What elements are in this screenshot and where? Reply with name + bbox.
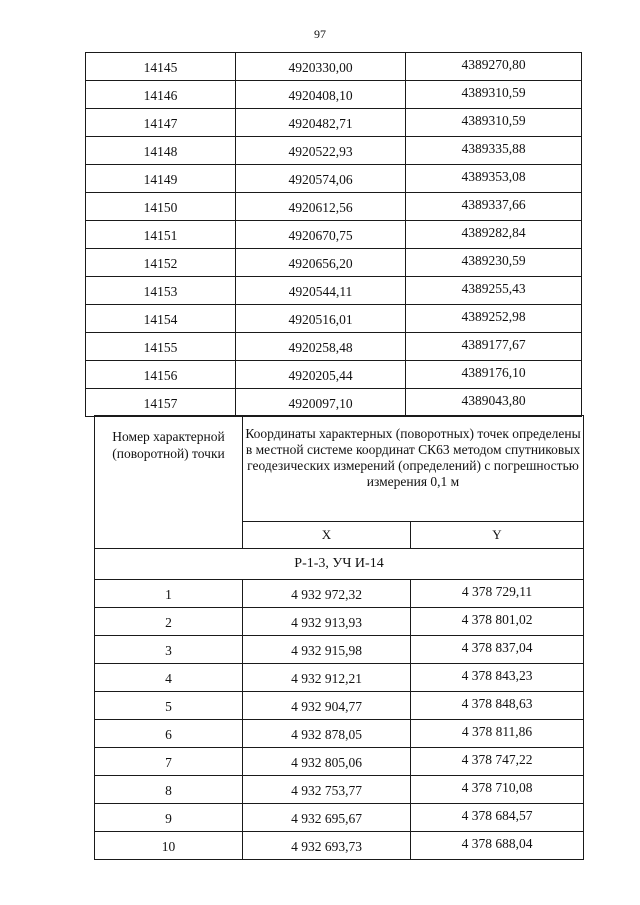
y-coordinate-cell: 4 378 843,23 (411, 664, 584, 692)
section-row (95, 549, 584, 580)
table-row (86, 81, 582, 109)
y-coordinate-cell: 4389270,80 (406, 53, 582, 81)
table-row (86, 109, 582, 137)
x-coordinate-cell: 4920670,75 (236, 221, 406, 249)
x-column-header: X (243, 522, 411, 549)
y-coordinate-cell: 4389043,80 (406, 389, 582, 417)
point-number-cell: 14149 (86, 165, 236, 193)
x-coordinate-cell: 4920408,10 (236, 81, 406, 109)
y-coordinate-cell: 4389252,98 (406, 305, 582, 333)
point-number-cell: 14154 (86, 305, 236, 333)
point-number-cell: 14153 (86, 277, 236, 305)
point-number-cell: 6 (95, 720, 243, 748)
table-row (95, 776, 584, 804)
y-coordinate-cell: 4 378 684,57 (411, 804, 584, 832)
table-row (86, 305, 582, 333)
point-number-cell: 7 (95, 748, 243, 776)
table-row (86, 221, 582, 249)
table-row (86, 277, 582, 305)
table-row (86, 389, 582, 417)
y-coordinate-cell: 4 378 688,04 (411, 832, 584, 860)
page-number: 97 (314, 27, 326, 41)
y-coordinate-cell: 4389335,88 (406, 137, 582, 165)
section-title: Р-1-3, УЧ И-14 (95, 549, 584, 580)
y-coordinate-cell: 4389310,59 (406, 109, 582, 137)
x-coordinate-cell: 4 932 695,67 (243, 804, 411, 832)
point-number-cell: 14148 (86, 137, 236, 165)
x-coordinate-cell: 4 932 915,98 (243, 636, 411, 664)
x-coordinate-cell: 4920516,01 (236, 305, 406, 333)
point-number-cell: 14150 (86, 193, 236, 221)
table-row (86, 333, 582, 361)
y-coordinate-cell: 4 378 848,63 (411, 692, 584, 720)
y-coordinate-cell: 4 378 747,22 (411, 748, 584, 776)
x-coordinate-cell: 4 932 972,32 (243, 580, 411, 608)
point-number-cell: 3 (95, 636, 243, 664)
table-row (86, 361, 582, 389)
table-row (95, 608, 584, 636)
point-number-cell: 14147 (86, 109, 236, 137)
y-coordinate-cell: 4389255,43 (406, 277, 582, 305)
point-number-cell: 2 (95, 608, 243, 636)
y-coordinate-cell: 4389176,10 (406, 361, 582, 389)
y-coordinate-cell: 4 378 837,04 (411, 636, 584, 664)
y-column-header: Y (411, 522, 584, 549)
table-row (86, 137, 582, 165)
coordinates-table-body (95, 416, 584, 860)
y-coordinate-cell: 4 378 710,08 (411, 776, 584, 804)
y-coordinate-cell: 4389177,67 (406, 333, 582, 361)
x-coordinate-cell: 4920482,71 (236, 109, 406, 137)
x-coordinate-cell: 4920522,93 (236, 137, 406, 165)
point-number-cell: 14152 (86, 249, 236, 277)
x-coordinate-cell: 4 932 912,21 (243, 664, 411, 692)
x-coordinate-cell: 4920656,20 (236, 249, 406, 277)
table-row (95, 636, 584, 664)
y-coordinate-cell: 4389282,84 (406, 221, 582, 249)
table-row (95, 664, 584, 692)
x-coordinate-cell: 4920544,11 (236, 277, 406, 305)
point-number-cell: 14156 (86, 361, 236, 389)
x-coordinate-cell: 4 932 805,06 (243, 748, 411, 776)
coordinates-header: Координаты характерных (поворотных) точек определены в местной системе координат СК63 методом спутниковых геодезических измерений (определений) с погрешностью измерения 0,1 м (243, 416, 584, 522)
table-header-row (95, 416, 584, 522)
y-coordinate-cell: 4 378 729,11 (411, 580, 584, 608)
x-coordinate-cell: 4 932 753,77 (243, 776, 411, 804)
point-number-cell: 14155 (86, 333, 236, 361)
point-number-cell: 8 (95, 776, 243, 804)
point-number-cell: 14146 (86, 81, 236, 109)
table-row (95, 804, 584, 832)
table-row (95, 832, 584, 860)
point-number-cell: 9 (95, 804, 243, 832)
point-number-header: Номер характерной (поворотной) точки (95, 416, 243, 549)
y-coordinate-cell: 4389353,08 (406, 165, 582, 193)
x-coordinate-cell: 4 932 878,05 (243, 720, 411, 748)
x-coordinate-cell: 4 932 693,73 (243, 832, 411, 860)
table-row (86, 53, 582, 81)
point-number-cell: 14145 (86, 53, 236, 81)
x-coordinate-cell: 4 932 904,77 (243, 692, 411, 720)
coordinates-table-continued (85, 52, 582, 417)
x-coordinate-cell: 4920258,48 (236, 333, 406, 361)
coordinates-table (94, 415, 584, 860)
table-row (86, 249, 582, 277)
x-coordinate-cell: 4920205,44 (236, 361, 406, 389)
x-coordinate-cell: 4920612,56 (236, 193, 406, 221)
table-row (95, 580, 584, 608)
x-coordinate-cell: 4 932 913,93 (243, 608, 411, 636)
y-coordinate-cell: 4 378 801,02 (411, 608, 584, 636)
y-coordinate-cell: 4 378 811,86 (411, 720, 584, 748)
table-row (95, 748, 584, 776)
y-coordinate-cell: 4389337,66 (406, 193, 582, 221)
x-coordinate-cell: 4920574,06 (236, 165, 406, 193)
table-row (86, 193, 582, 221)
table-row (86, 165, 582, 193)
table-row (95, 692, 584, 720)
y-coordinate-cell: 4389230,59 (406, 249, 582, 277)
x-coordinate-cell: 4920330,00 (236, 53, 406, 81)
point-number-cell: 10 (95, 832, 243, 860)
coordinates-table-body (86, 53, 582, 417)
point-number-cell: 14157 (86, 389, 236, 417)
point-number-cell: 14151 (86, 221, 236, 249)
point-number-cell: 4 (95, 664, 243, 692)
y-coordinate-cell: 4389310,59 (406, 81, 582, 109)
point-number-cell: 5 (95, 692, 243, 720)
table-row (95, 720, 584, 748)
x-coordinate-cell: 4920097,10 (236, 389, 406, 417)
point-number-cell: 1 (95, 580, 243, 608)
